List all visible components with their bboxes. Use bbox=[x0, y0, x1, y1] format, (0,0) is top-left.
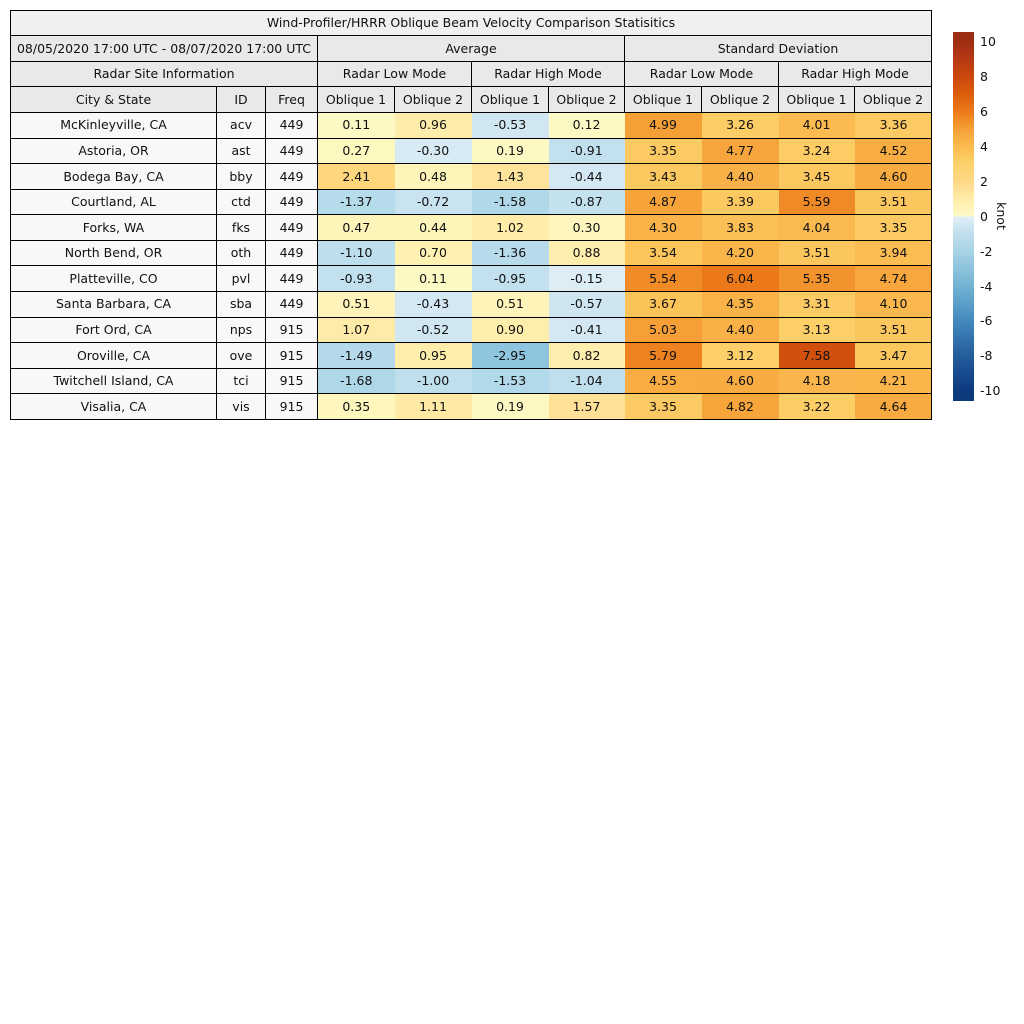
value-cell: -1.36 bbox=[472, 240, 549, 266]
site-freq-cell: 915 bbox=[266, 343, 318, 369]
column-header-row bbox=[11, 87, 932, 113]
site-city-cell: Fort Ord, CA bbox=[11, 317, 217, 343]
site-city-cell: North Bend, OR bbox=[11, 240, 217, 266]
value-cell: 3.26 bbox=[702, 113, 779, 139]
value-cell: 3.51 bbox=[779, 240, 855, 266]
value-cell: 4.64 bbox=[855, 394, 932, 420]
value-cell: -1.58 bbox=[472, 189, 549, 215]
value-cell: 0.11 bbox=[318, 113, 395, 139]
value-cell: 6.04 bbox=[702, 266, 779, 292]
mode-header-std-high: Radar High Mode bbox=[779, 62, 932, 87]
value-cell: 0.19 bbox=[472, 138, 549, 164]
value-cell: 4.40 bbox=[702, 164, 779, 190]
value-cell: 0.44 bbox=[395, 215, 472, 241]
col-header-oblique: Oblique 1 bbox=[625, 87, 702, 113]
site-id-cell: tci bbox=[217, 368, 266, 394]
table-row bbox=[11, 240, 932, 266]
site-id-cell: ast bbox=[217, 138, 266, 164]
col-header-freq: Freq bbox=[266, 87, 318, 113]
value-cell: -1.68 bbox=[318, 368, 395, 394]
colorbar-tick-label: -10 bbox=[980, 383, 1001, 399]
value-cell: 4.01 bbox=[779, 113, 855, 139]
colorbar-tick-label: 4 bbox=[980, 138, 988, 154]
value-cell: -2.95 bbox=[472, 343, 549, 369]
site-city-cell: Visalia, CA bbox=[11, 394, 217, 420]
site-id-cell: ove bbox=[217, 343, 266, 369]
value-cell: -1.04 bbox=[549, 368, 625, 394]
table-row bbox=[11, 215, 932, 241]
mode-header-row bbox=[11, 62, 932, 87]
value-cell: -0.87 bbox=[549, 189, 625, 215]
colorbar-tick-label: 8 bbox=[980, 68, 988, 84]
value-cell: 7.58 bbox=[779, 343, 855, 369]
group-header-average: Average bbox=[318, 36, 625, 62]
value-cell: 4.18 bbox=[779, 368, 855, 394]
value-cell: 0.51 bbox=[318, 292, 395, 318]
value-cell: 0.27 bbox=[318, 138, 395, 164]
value-cell: 3.54 bbox=[625, 240, 702, 266]
site-city-cell: Bodega Bay, CA bbox=[11, 164, 217, 190]
value-cell: 4.60 bbox=[855, 164, 932, 190]
site-freq-cell: 915 bbox=[266, 394, 318, 420]
value-cell: 1.43 bbox=[472, 164, 549, 190]
table-row bbox=[11, 368, 932, 394]
table-row bbox=[11, 343, 932, 369]
value-cell: -1.10 bbox=[318, 240, 395, 266]
value-cell: 3.35 bbox=[625, 394, 702, 420]
col-header-oblique: Oblique 2 bbox=[702, 87, 779, 113]
value-cell: 5.79 bbox=[625, 343, 702, 369]
value-cell: 4.52 bbox=[855, 138, 932, 164]
site-freq-cell: 449 bbox=[266, 189, 318, 215]
value-cell: 0.30 bbox=[549, 215, 625, 241]
value-cell: 0.48 bbox=[395, 164, 472, 190]
site-city-cell: Twitchell Island, CA bbox=[11, 368, 217, 394]
stats-table bbox=[10, 10, 932, 420]
value-cell: 4.35 bbox=[702, 292, 779, 318]
value-cell: 5.59 bbox=[779, 189, 855, 215]
col-header-oblique: Oblique 2 bbox=[395, 87, 472, 113]
value-cell: 4.77 bbox=[702, 138, 779, 164]
value-cell: 4.04 bbox=[779, 215, 855, 241]
value-cell: -0.57 bbox=[549, 292, 625, 318]
table-row bbox=[11, 394, 932, 420]
value-cell: 1.02 bbox=[472, 215, 549, 241]
table-row bbox=[11, 266, 932, 292]
value-cell: -0.41 bbox=[549, 317, 625, 343]
site-id-cell: nps bbox=[217, 317, 266, 343]
value-cell: 0.70 bbox=[395, 240, 472, 266]
value-cell: 3.12 bbox=[702, 343, 779, 369]
value-cell: -0.44 bbox=[549, 164, 625, 190]
value-cell: 3.39 bbox=[702, 189, 779, 215]
value-cell: 4.82 bbox=[702, 394, 779, 420]
value-cell: 1.11 bbox=[395, 394, 472, 420]
site-freq-cell: 449 bbox=[266, 164, 318, 190]
value-cell: 0.47 bbox=[318, 215, 395, 241]
site-freq-cell: 449 bbox=[266, 215, 318, 241]
colorbar-tick-label: -4 bbox=[980, 278, 993, 294]
value-cell: 4.60 bbox=[702, 368, 779, 394]
site-freq-cell: 915 bbox=[266, 317, 318, 343]
site-city-cell: Platteville, CO bbox=[11, 266, 217, 292]
colorbar-tick-label: -6 bbox=[980, 313, 993, 329]
colorbar-tick-label: -2 bbox=[980, 243, 993, 259]
colorbar-gradient bbox=[953, 32, 974, 401]
site-city-cell: McKinleyville, CA bbox=[11, 113, 217, 139]
site-id-cell: acv bbox=[217, 113, 266, 139]
value-cell: -0.95 bbox=[472, 266, 549, 292]
colorbar-tick-label: 6 bbox=[980, 103, 988, 119]
value-cell: -0.93 bbox=[318, 266, 395, 292]
group-header-row bbox=[11, 36, 932, 62]
col-header-oblique: Oblique 2 bbox=[549, 87, 625, 113]
value-cell: 4.55 bbox=[625, 368, 702, 394]
value-cell: 5.35 bbox=[779, 266, 855, 292]
value-cell: -0.52 bbox=[395, 317, 472, 343]
value-cell: 3.43 bbox=[625, 164, 702, 190]
value-cell: 0.11 bbox=[395, 266, 472, 292]
table-title: Wind-Profiler/HRRR Oblique Beam Velocity Comparison Statisitics bbox=[11, 11, 932, 36]
value-cell: -1.53 bbox=[472, 368, 549, 394]
value-cell: 3.47 bbox=[855, 343, 932, 369]
value-cell: 3.51 bbox=[855, 317, 932, 343]
value-cell: 0.51 bbox=[472, 292, 549, 318]
site-id-cell: ctd bbox=[217, 189, 266, 215]
value-cell: -0.30 bbox=[395, 138, 472, 164]
value-cell: -1.49 bbox=[318, 343, 395, 369]
value-cell: 3.13 bbox=[779, 317, 855, 343]
value-cell: 5.03 bbox=[625, 317, 702, 343]
mode-header-std-low: Radar Low Mode bbox=[625, 62, 779, 87]
mode-header-avg-high: Radar High Mode bbox=[472, 62, 625, 87]
value-cell: 4.30 bbox=[625, 215, 702, 241]
value-cell: -0.91 bbox=[549, 138, 625, 164]
colorbar-tick-label: -8 bbox=[980, 348, 993, 364]
site-city-cell: Oroville, CA bbox=[11, 343, 217, 369]
site-city-cell: Astoria, OR bbox=[11, 138, 217, 164]
site-city-cell: Santa Barbara, CA bbox=[11, 292, 217, 318]
value-cell: 0.19 bbox=[472, 394, 549, 420]
table-row bbox=[11, 113, 932, 139]
value-cell: 0.95 bbox=[395, 343, 472, 369]
value-cell: 3.83 bbox=[702, 215, 779, 241]
site-id-cell: pvl bbox=[217, 266, 266, 292]
title-row bbox=[11, 11, 932, 36]
col-header-oblique: Oblique 1 bbox=[318, 87, 395, 113]
site-freq-cell: 915 bbox=[266, 368, 318, 394]
table-row bbox=[11, 317, 932, 343]
site-freq-cell: 449 bbox=[266, 266, 318, 292]
col-header-oblique: Oblique 2 bbox=[855, 87, 932, 113]
colorbar-tick-label: 2 bbox=[980, 173, 988, 189]
value-cell: 0.90 bbox=[472, 317, 549, 343]
value-cell: -1.37 bbox=[318, 189, 395, 215]
value-cell: 0.88 bbox=[549, 240, 625, 266]
colorbar bbox=[953, 32, 1009, 401]
site-id-cell: oth bbox=[217, 240, 266, 266]
value-cell: 4.10 bbox=[855, 292, 932, 318]
colorbar-unit-label: knot bbox=[994, 202, 1009, 230]
site-id-cell: sba bbox=[217, 292, 266, 318]
table-row bbox=[11, 138, 932, 164]
value-cell: 0.12 bbox=[549, 113, 625, 139]
col-header-oblique: Oblique 1 bbox=[472, 87, 549, 113]
value-cell: 4.74 bbox=[855, 266, 932, 292]
site-id-cell: bby bbox=[217, 164, 266, 190]
value-cell: 4.87 bbox=[625, 189, 702, 215]
mode-header-avg-low: Radar Low Mode bbox=[318, 62, 472, 87]
col-header-city-state: City & State bbox=[11, 87, 217, 113]
colorbar-tick-label: 0 bbox=[980, 208, 988, 224]
value-cell: -0.43 bbox=[395, 292, 472, 318]
site-id-cell: fks bbox=[217, 215, 266, 241]
value-cell: 4.21 bbox=[855, 368, 932, 394]
value-cell: -0.53 bbox=[472, 113, 549, 139]
value-cell: 0.35 bbox=[318, 394, 395, 420]
value-cell: 3.35 bbox=[625, 138, 702, 164]
value-cell: 1.07 bbox=[318, 317, 395, 343]
value-cell: 3.67 bbox=[625, 292, 702, 318]
value-cell: 3.31 bbox=[779, 292, 855, 318]
group-header-standard-deviation: Standard Deviation bbox=[625, 36, 932, 62]
colorbar-tick-label: 10 bbox=[980, 33, 996, 49]
value-cell: -0.15 bbox=[549, 266, 625, 292]
value-cell: 3.22 bbox=[779, 394, 855, 420]
site-freq-cell: 449 bbox=[266, 292, 318, 318]
value-cell: 1.57 bbox=[549, 394, 625, 420]
col-header-oblique: Oblique 1 bbox=[779, 87, 855, 113]
table-row bbox=[11, 164, 932, 190]
value-cell: 2.41 bbox=[318, 164, 395, 190]
value-cell: 3.51 bbox=[855, 189, 932, 215]
site-freq-cell: 449 bbox=[266, 240, 318, 266]
site-city-cell: Forks, WA bbox=[11, 215, 217, 241]
value-cell: 0.82 bbox=[549, 343, 625, 369]
col-header-id: ID bbox=[217, 87, 266, 113]
value-cell: 3.94 bbox=[855, 240, 932, 266]
table-row bbox=[11, 292, 932, 318]
site-city-cell: Courtland, AL bbox=[11, 189, 217, 215]
value-cell: 4.40 bbox=[702, 317, 779, 343]
value-cell: 4.99 bbox=[625, 113, 702, 139]
site-freq-cell: 449 bbox=[266, 138, 318, 164]
value-cell: 0.96 bbox=[395, 113, 472, 139]
value-cell: -1.00 bbox=[395, 368, 472, 394]
value-cell: 3.36 bbox=[855, 113, 932, 139]
value-cell: -0.72 bbox=[395, 189, 472, 215]
site-info-header: Radar Site Information bbox=[11, 62, 318, 87]
value-cell: 3.45 bbox=[779, 164, 855, 190]
table-row bbox=[11, 189, 932, 215]
date-range: 08/05/2020 17:00 UTC - 08/07/2020 17:00 UTC bbox=[11, 36, 318, 62]
value-cell: 4.20 bbox=[702, 240, 779, 266]
value-cell: 3.24 bbox=[779, 138, 855, 164]
value-cell: 5.54 bbox=[625, 266, 702, 292]
site-id-cell: vis bbox=[217, 394, 266, 420]
value-cell: 3.35 bbox=[855, 215, 932, 241]
site-freq-cell: 449 bbox=[266, 113, 318, 139]
